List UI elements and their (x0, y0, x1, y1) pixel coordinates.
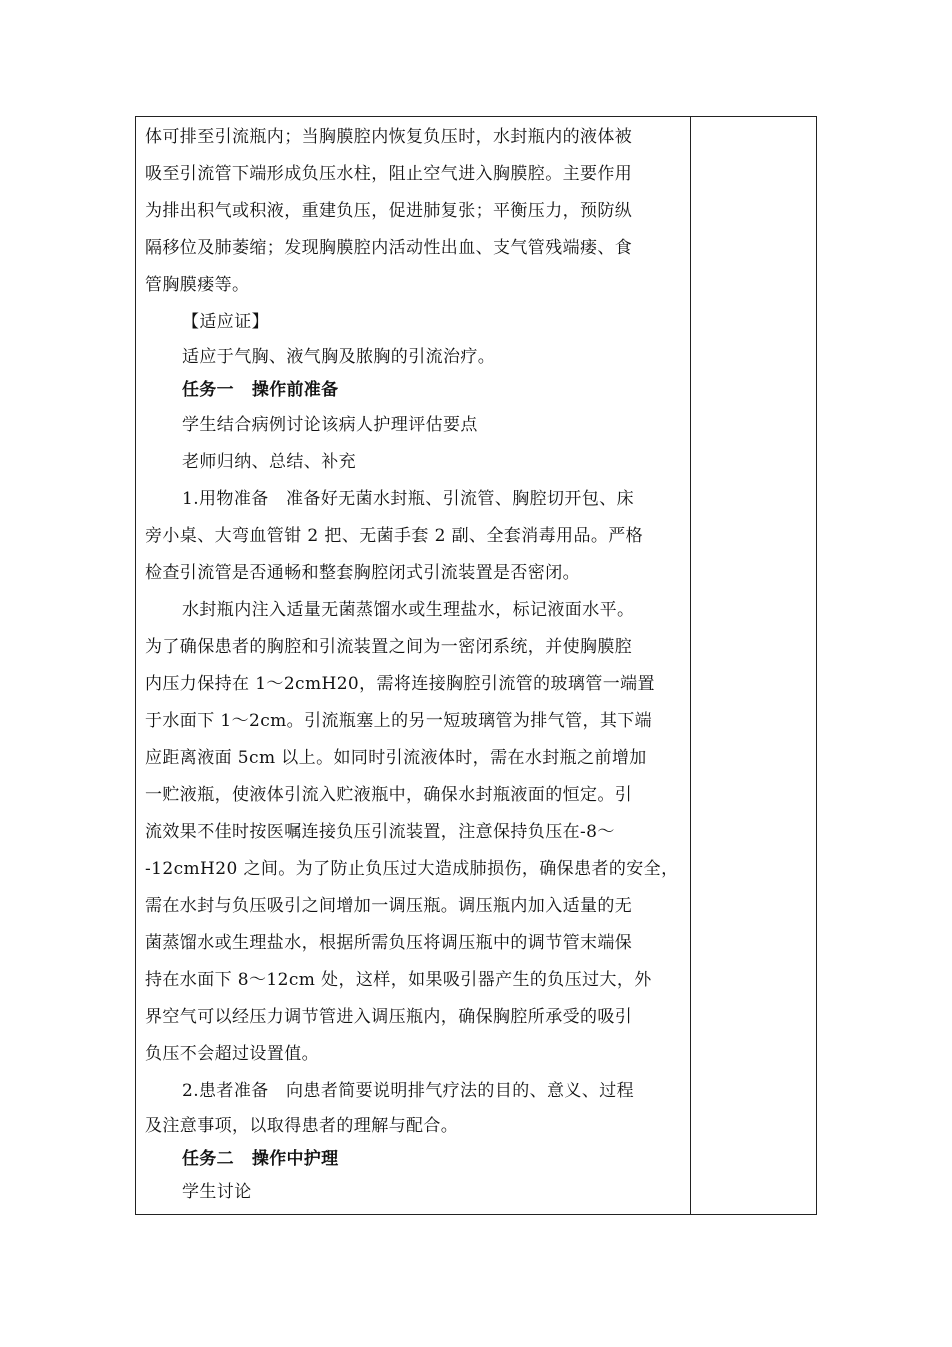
content-cell (145, 117, 685, 1208)
water-seal-line-2: 为了确保患者的胸腔和引流装置之间为一密闭系统，并使胸膜腔 (145, 637, 633, 657)
task2-heading (145, 1142, 685, 1176)
task1-title: 操作前准备 (251, 380, 339, 400)
task1-summary: 老师归纳、总结、补充 (182, 452, 356, 472)
task2-number: 任务二 (182, 1149, 234, 1169)
water-seal-line-1: 水封瓶内注入适量无菌蒸馏水或生理盐水，标记液面水平。 (182, 600, 635, 620)
water-seal-line-8: -12cmH20 之间。为了防止负压过大造成肺损伤，确保患者的安全， (145, 859, 679, 879)
indication-text: 适应于气胸、液气胸及脓胸的引流治疗。 (182, 347, 496, 367)
task2-discussion: 学生讨论 (182, 1182, 252, 1202)
intro-line-2: 吸至引流管下端形成负压水柱，阻止空气进入胸膜腔。主要作用 (145, 164, 633, 184)
water-seal-line-3: 内压力保持在 1～2cmH20，需将连接胸腔引流管的玻璃管一端置 (145, 674, 655, 694)
water-seal-line-9: 需在水封与负压吸引之间增加一调压瓶。调压瓶内加入适量的无 (145, 896, 633, 916)
water-seal-line-6: 一贮液瓶，使液体引流入贮液瓶中，确保水封瓶液面的恒定。引 (145, 785, 633, 805)
water-seal-line-13: 负压不会超过设置值。 (145, 1044, 319, 1064)
water-seal-line-7: 流效果不佳时按医嘱连接负压引流装置，注意保持负压在-8～ (145, 822, 615, 842)
water-seal-line-5: 应距离液面 5cm 以上。如同时引流液体时，需在水封瓶之前增加 (145, 748, 647, 768)
patient-prep-line-1: 2.患者准备 向患者简要说明排气疗法的目的、意义、过程 (182, 1081, 635, 1101)
intro-line-5: 管胸膜瘘等。 (145, 275, 250, 295)
column-divider (690, 117, 691, 1214)
supplies-line-1: 1.用物准备 准备好无菌水封瓶、引流管、胸腔切开包、床 (182, 489, 635, 509)
notes-cell (692, 117, 816, 1214)
water-seal-line-11: 持在水面下 8～12cm 处，这样，如果吸引器产生的负压过大，外 (145, 970, 652, 990)
intro-line-1: 体可排至引流瓶内；当胸膜腔内恢复负压时，水封瓶内的液体被 (145, 127, 633, 147)
intro-line-4: 隔移位及肺萎缩；发现胸膜腔内活动性出血、支气管残端瘘、食 (145, 238, 633, 258)
supplies-line-3: 检查引流管是否通畅和整套胸腔闭式引流装置是否密闭。 (145, 563, 580, 583)
task1-discussion: 学生结合病例讨论该病人护理评估要点 (182, 415, 478, 435)
water-seal-line-4: 于水面下 1～2cm。引流瓶塞上的另一短玻璃管为排气管，其下端 (145, 711, 653, 731)
task2-title: 操作中护理 (251, 1149, 339, 1169)
water-seal-line-12: 界空气可以经压力调节管进入调压瓶内，确保胸腔所承受的吸引 (145, 1007, 633, 1027)
supplies-line-2: 旁小桌、大弯血管钳 2 把、无菌手套 2 副、全套消毒用品。严格 (145, 526, 644, 546)
lesson-table (135, 116, 817, 1215)
intro-line-3: 为排出积气或积液，重建负压，促进肺复张；平衡压力，预防纵 (145, 201, 633, 221)
task1-number: 任务一 (182, 380, 234, 400)
task1-heading (145, 373, 685, 407)
patient-prep-line-2: 及注意事项，以取得患者的理解与配合。 (145, 1116, 459, 1136)
indication-heading: 【适应证】 (182, 312, 269, 332)
water-seal-line-10: 菌蒸馏水或生理盐水，根据所需负压将调压瓶中的调节管末端保 (145, 933, 633, 953)
